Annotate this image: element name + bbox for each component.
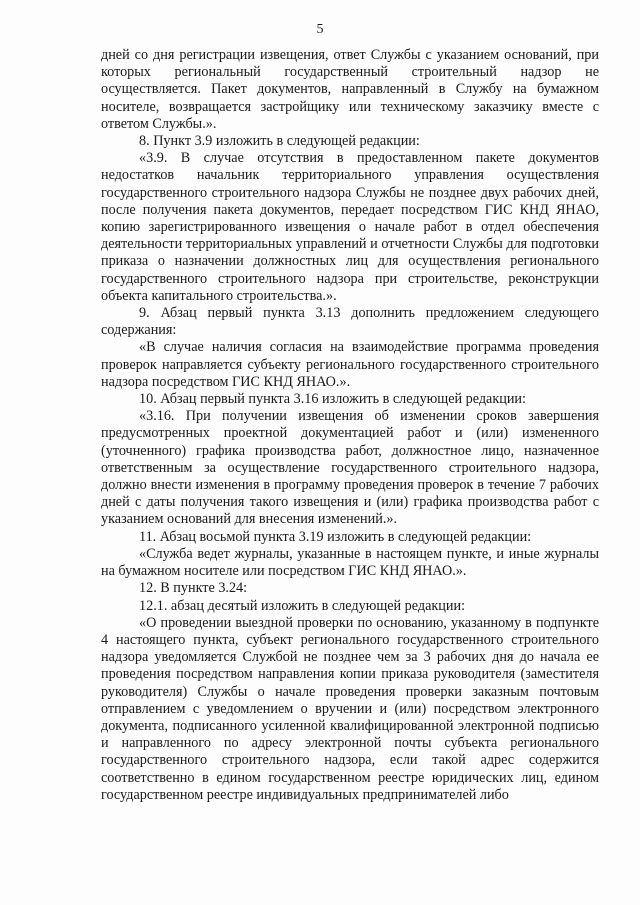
paragraph: 10. Абзац первый пункта 3.16 изложить в следующей редакции: <box>139 391 526 408</box>
paragraph: 12. В пункте 3.24: <box>139 580 248 597</box>
paragraph: 9. Абзац первый пункта 3.13 дополнить предложением следующего содержания: <box>101 305 599 339</box>
document-body <box>101 47 599 804</box>
paragraph: «Служба ведет журналы, указанные в настоящем пункте, и иные журналы на бумажном носителе или посредством ГИС КНД ЯНАО.». <box>101 545 599 580</box>
paragraph: «В случае наличия согласия на взаимодействие программа проведения проверок направляется субъекту регионального государственного строительного надзора посредством ГИС КНД ЯНАО.». <box>101 339 599 390</box>
paragraph: дней со дня регистрации извещения, ответ Службы с указанием оснований, при которых региональный государственный строительный надзор не осуществляется. Пакет документов, направленный в Службу на бумажном носителе, возвращается застройщику или техническому заказчику вместе с ответом Службы.». <box>101 47 599 132</box>
paragraph: «3.16. При получении извещения об изменении сроков завершения предусмотренных проектной документацией работ и (или) измененного (уточненного) графика производства работ, должностное лицо, назначенное ответственным за осуществление государственного строительного надзора, должно внести изменения в программу проведения проверок в течение 7 рабочих дней с даты получения такого извещения и (или) графика производства работ с указанием оснований для внесения изменений.». <box>101 408 599 528</box>
paragraph: «3.9. В случае отсутствия в предоставленном пакете документов недостатков начальник территориального управления осуществления государственного строительного надзора Службы не позднее двух рабочих дней, после получения пакета документов, передает посредством ГИС КНД ЯНАО, копию зарегистрированного извещения о начале работ в отдел обеспечения деятельности территориальных управлений и отчетности Службы для подготовки приказа о назначении должностных лиц для осуществления регионального государственного строительного надзора при строительстве, реконструкции объекта капитального строительства.». <box>101 150 599 304</box>
paragraph: 11. Абзац восьмой пункта 3.19 изложить в следующей редакции: <box>139 528 532 545</box>
page-number: 5 <box>316 22 324 37</box>
paragraph: 8. Пункт 3.9 изложить в следующей редакции: <box>139 133 420 150</box>
paragraph: 12.1. абзац десятый изложить в следующей редакции: <box>139 597 466 614</box>
paragraph: «О проведении выездной проверки по основанию, указанному в подпункте 4 настоящего пункта, субъект регионального государственного строительного надзора уведомляется Службой не позднее чем за 3 рабочих дня до начала ее проведения посредством направления копии приказа руководителя (заместителя руководителя) Службы о начале проведения проверки заказным почтовым отправлением с уведомлением о вручении и (или) посредством электронного документа, подписанного усиленной квалифицированной электронной подписью и направленного по адресу электронной почты субъекта регионального государственного строительного надзора, если такой адрес содержится соответственно в едином государственном реестре юридических лиц, едином государственном реестре индивидуальных предпринимателей либо <box>101 614 599 803</box>
